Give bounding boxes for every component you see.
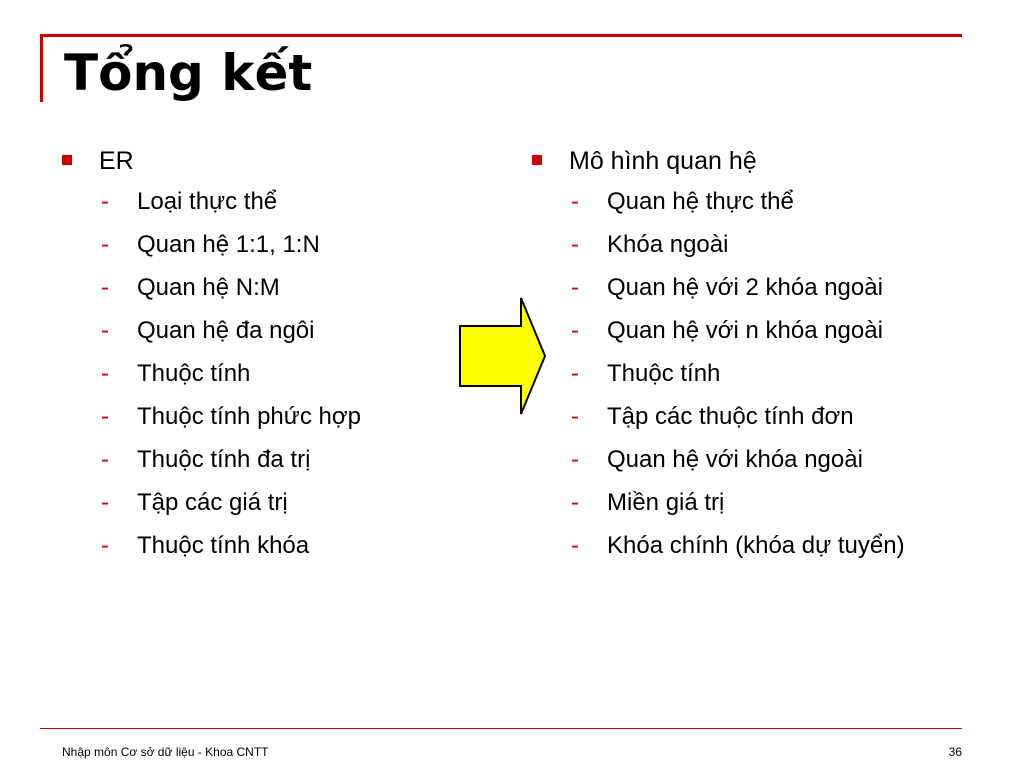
er-heading: ER <box>99 147 134 175</box>
list-item-label: Miền giá trị <box>607 489 725 516</box>
list-item-label: Quan hệ N:M <box>137 274 280 301</box>
list-item-label: Thuộc tính phức hợp <box>137 403 361 430</box>
dash-bullet-icon: - <box>571 532 579 559</box>
dash-bullet-icon: - <box>101 532 109 559</box>
right-arrow-icon <box>459 296 549 416</box>
list-item-label: Tập các thuộc tính đơn <box>607 403 854 430</box>
list-item-label: Quan hệ với n khóa ngoài <box>607 317 883 344</box>
list-item-label: Thuộc tính khóa <box>137 532 310 559</box>
footer-divider <box>40 728 962 729</box>
title-frame-top-border <box>40 34 962 37</box>
title-frame-left-border <box>40 34 43 102</box>
list-item-label: Thuộc tính <box>607 360 721 387</box>
list-item-label: Quan hệ 1:1, 1:N <box>137 231 320 258</box>
dash-bullet-icon: - <box>101 274 109 301</box>
relational-model-heading: Mô hình quan hệ <box>569 147 757 175</box>
list-item-label: Quan hệ đa ngôi <box>137 317 315 344</box>
dash-bullet-icon: - <box>101 360 109 387</box>
dash-bullet-icon: - <box>571 489 579 516</box>
list-item-label: Thuộc tính <box>137 360 251 387</box>
dash-bullet-icon: - <box>101 231 109 258</box>
list-item-label: Quan hệ với 2 khóa ngoài <box>607 274 883 301</box>
dash-bullet-icon: - <box>571 403 579 430</box>
dash-bullet-icon: - <box>101 188 109 215</box>
list-item-label: Khóa ngoài <box>607 231 729 258</box>
dash-bullet-icon: - <box>101 403 109 430</box>
list-item-label: Thuộc tính đa trị <box>137 446 311 473</box>
dash-bullet-icon: - <box>101 446 109 473</box>
dash-bullet-icon: - <box>101 317 109 344</box>
right-arrow-shape <box>460 298 545 414</box>
square-bullet-icon <box>532 155 542 165</box>
dash-bullet-icon: - <box>571 317 579 344</box>
slide-title: Tổng kết <box>64 44 313 102</box>
square-bullet-icon <box>62 155 72 165</box>
dash-bullet-icon: - <box>571 274 579 301</box>
dash-bullet-icon: - <box>101 489 109 516</box>
list-item-label: Tập các giá trị <box>137 489 288 516</box>
dash-bullet-icon: - <box>571 360 579 387</box>
dash-bullet-icon: - <box>571 188 579 215</box>
page-number: 36 <box>948 745 962 759</box>
list-item-label: Loại thực thể <box>137 188 278 215</box>
list-item-label: Quan hệ với khóa ngoài <box>607 446 863 473</box>
list-item-label: Khóa chính (khóa dự tuyển) <box>607 532 905 559</box>
list-item-label: Quan hệ thực thể <box>607 188 794 215</box>
dash-bullet-icon: - <box>571 231 579 258</box>
dash-bullet-icon: - <box>571 446 579 473</box>
footer-course-label: Nhập môn Cơ sở dữ liệu - Khoa CNTT <box>62 745 269 759</box>
